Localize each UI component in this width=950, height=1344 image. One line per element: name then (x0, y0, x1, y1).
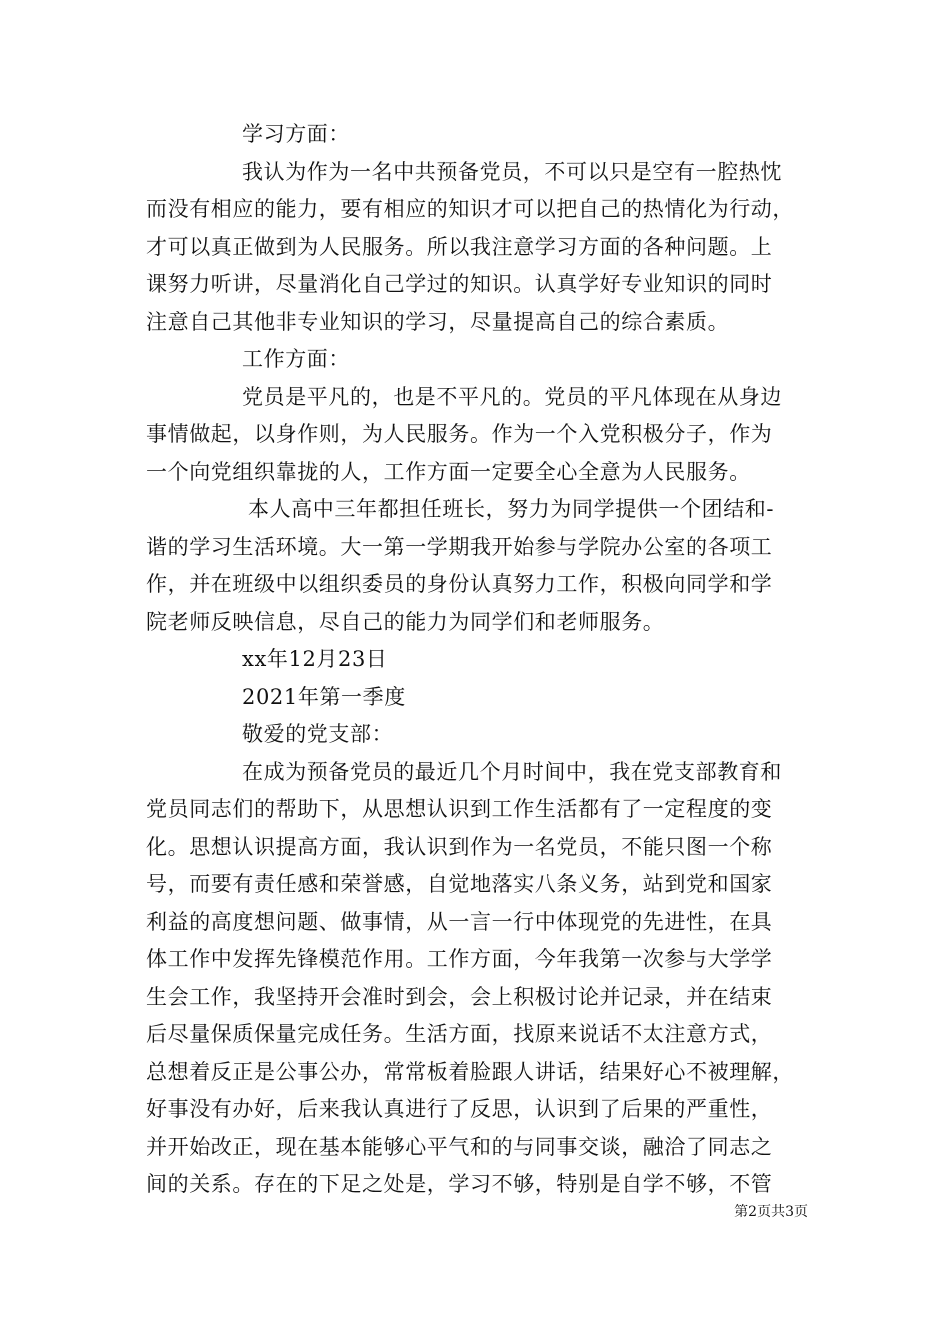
paragraph-line: 院老师反映信息，尽自己的能力为同学们和老师服务。 (146, 609, 665, 634)
document-body (146, 116, 814, 1204)
paragraph-line: 间的关系。存在的下足之处是，学习不够，特别是自学不够，不管 (146, 1172, 773, 1196)
quarter-line: 2021年第一季度 (242, 684, 406, 709)
page-indicator: 第2页共3页 (734, 1204, 808, 1220)
paragraph-line: 化。思想认识提高方面，我认识到作为一名党员，不能只图一个称 (146, 834, 773, 859)
paragraph-line: 在成为预备党员的最近几个月时间中，我在党支部教育和 (242, 759, 782, 784)
paragraph-line: 号，而要有责任感和荣誉感，自觉地落实八条义务，站到党和国家 (146, 872, 773, 896)
paragraph-line: 本人高中三年都担任班长，努力为同学提供一个团结和- (248, 497, 775, 521)
salutation: 敬爱的党支部： (242, 722, 394, 746)
paragraph-line: 作，并在班级中以组织委员的身份认真努力工作，积极向同学和学 (146, 572, 773, 596)
paragraph-line: 谐的学习生活环境。大一第一学期我开始参与学院办公室的各项工 (146, 534, 773, 559)
paragraph-line: 一个向党组织靠拢的人，工作方面一定要全心全意为人民服务。 (146, 459, 751, 484)
paragraph-line: 党员是平凡的，也是不平凡的。党员的平凡体现在从身边 (242, 384, 782, 409)
paragraph-line: 注意自己其他非专业知识的学习，尽量提高自己的综合素质。 (146, 309, 730, 334)
paragraph-line: 后尽量保质保量完成任务。生活方面，找原来说话不太注意方式， (146, 1022, 773, 1046)
paragraph-line: 生会工作，我坚持开会准时到会，会上积极讨论并记录，并在结束 (146, 984, 773, 1009)
paragraph-line: 才可以真正做到为人民服务。所以我注意学习方面的各种问题。上 (146, 234, 773, 259)
paragraph-line: 利益的高度想问题、做事情，从一言一行中体现党的先进性，在具 (146, 909, 773, 934)
paragraph-line: 而没有相应的能力，要有相应的知识才可以把自己的热情化为行动， (146, 197, 794, 221)
paragraph-line: 事情做起，以身作则，为人民服务。作为一个入党积极分子，作为 (146, 422, 773, 446)
section-heading-work: 工作方面： (242, 347, 350, 371)
paragraph-line: 并开始改正，现在基本能够心平气和的与同事交谈，融洽了同志之 (146, 1134, 773, 1159)
paragraph-line: 课努力听讲，尽量消化自己学过的知识。认真学好专业知识的同时 (146, 272, 773, 296)
paragraph-line: 体工作中发挥先锋模范作用。工作方面，今年我第一次参与大学学 (146, 947, 773, 971)
section-heading-study: 学习方面： (242, 122, 350, 146)
paragraph-line: 好事没有办好，后来我认真进行了反思，认识到了后果的严重性， (146, 1097, 773, 1121)
date-line: xx年12月23日 (242, 647, 388, 671)
paragraph-line: 我认为作为一名中共预备党员，不可以只是空有一腔热忱 (242, 159, 782, 184)
paragraph-line: 总想着反正是公事公办，常常板着脸跟人讲话，结果好心不被理解， (146, 1059, 794, 1084)
paragraph-line: 党员同志们的帮助下，从思想认识到工作生活都有了一定程度的变 (146, 797, 773, 821)
